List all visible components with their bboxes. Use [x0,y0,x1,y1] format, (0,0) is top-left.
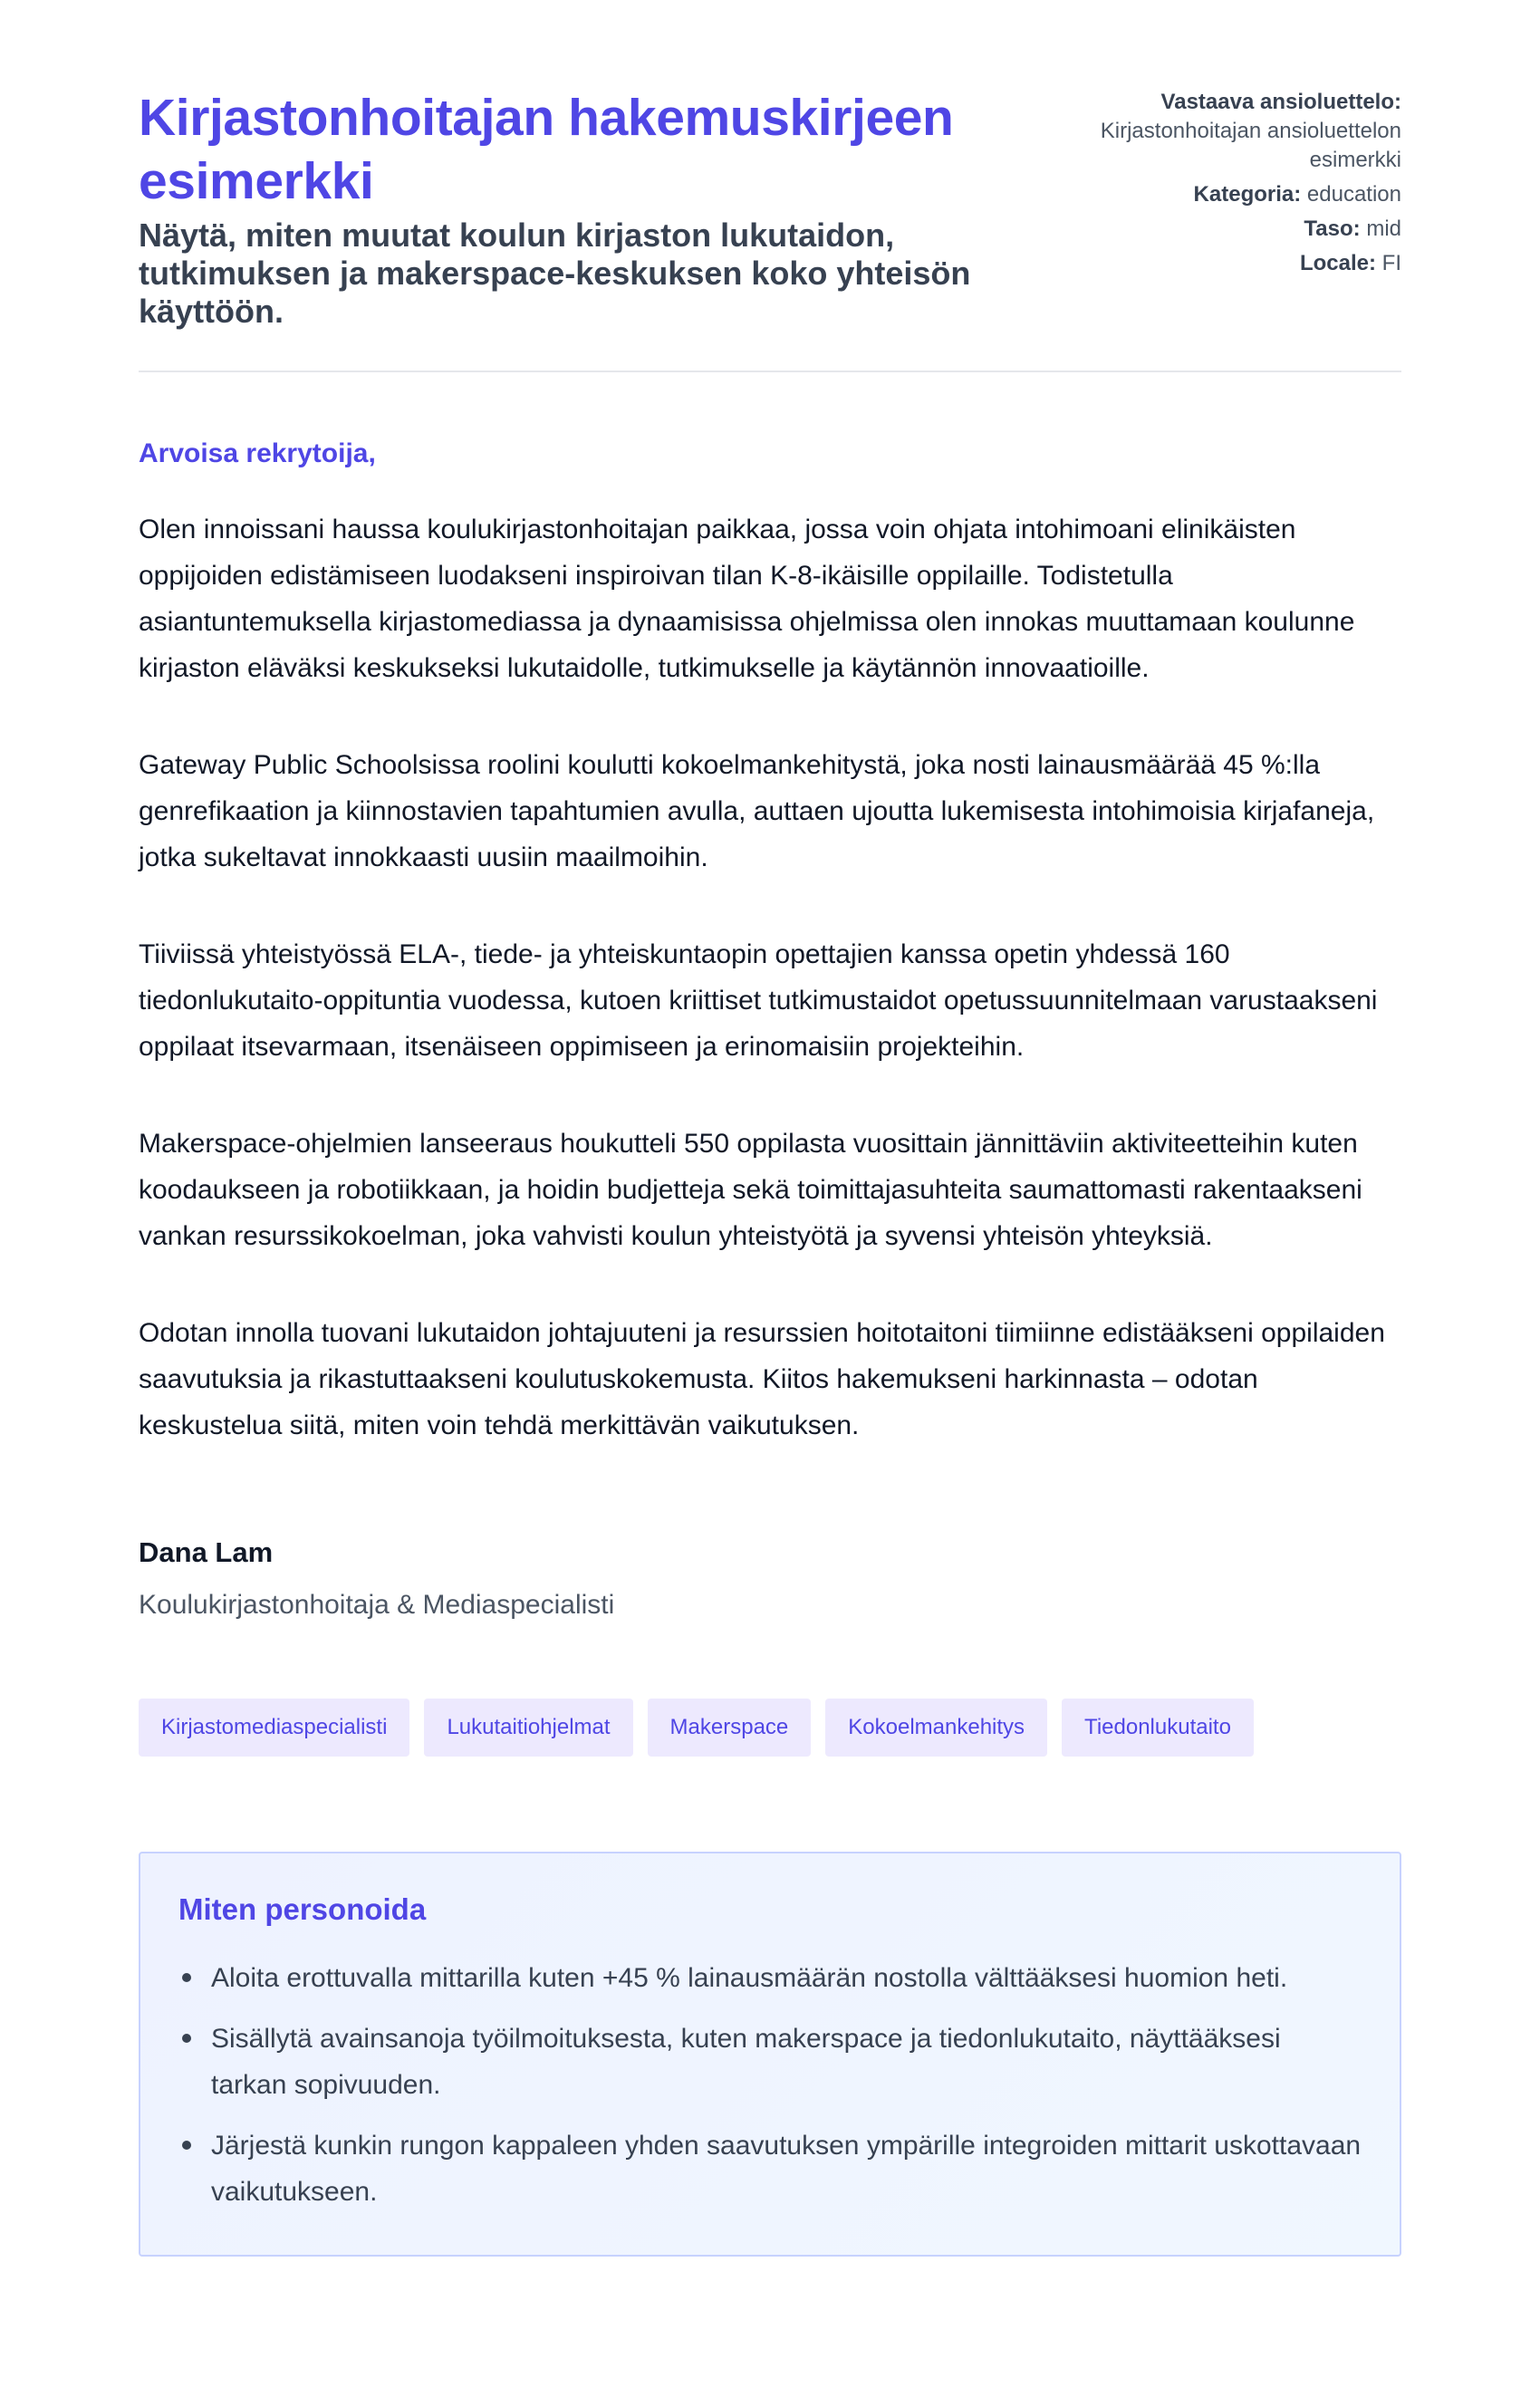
letter-paragraph: Tiiviissä yhteistyössä ELA-, tiede- ja yhteiskuntaopin opettajien kanssa opetin yhdessä 160 tiedonlukutaito-oppituntia vuodessa, kutoen kriittiset tutkimustaidot opetussuunnitelmaan varustaakseni oppilaat itsevarmaan, itsenäiseen oppimiseen ja erinomaisiin projekteihin. [139,939,1378,1062]
meta-level-label: Taso: [1304,217,1361,241]
tips-item [178,2123,1362,2215]
skill-tags [139,1699,1401,1757]
personalization-tips [139,1852,1401,2257]
meta-category [1039,180,1401,209]
bullet-icon [182,1973,191,1982]
letter-paragraph: Makerspace-ohjelmien lanseeraus houkutteli 550 oppilasta vuosittain jännittäviin aktiviteetteihin kuten koodaukseen ja robotiikkaan, ja hoidin budjetteja sekä toimittajasuhteita saumattomasti rakentaakseni vankan resurssikokoelman, joka vahvisti koulun yhteistyötä ja syvensi yhteisön yhteyksiä. [139,1129,1362,1251]
skill-tag: Lukutaitiohjelmat [424,1699,632,1757]
tips-item-text: Aloita erottuvalla mittarilla kuten +45 % lainausmäärän nostolla välttääksesi huomion heti. [211,1963,1288,1993]
meta-resume-label: Vastaava ansioluettelo: [1160,90,1401,114]
letter-paragraph: Olen innoissani haussa koulukirjastonhoitajan paikkaa, jossa voin ohjata intohimoani elinikäisten oppijoiden edistämiseen luodakseni inspiroivan tilan K-8-ikäisille oppilaille. Todistetulla asiantuntemuksella kirjastomediassa ja dynaamisissa ohjelmissa olen innokas muuttamaan koulunne kirjaston eläväksi keskukseksi lukutaidolle, tutkimukselle ja käytännön innovaatioille. [139,515,1355,683]
page-subtitle: Näytä, miten muutat koulun kirjaston lukutaidon, tutkimuksen ja makerspace-keskuksen koko yhteisön käyttöön. [139,217,971,330]
letter-paragraph: Gateway Public Schoolsissa roolini koulutti kokoelmankehitystä, joka nosti lainausmäärää 45 %:lla genrefikaation ja kiinnostavien tapahtumien avulla, auttaen ujoutta lukemisesta intohimoisia kirjafaneja, jotka sukeltavat innokkaasti uusiin maailmoihin. [139,750,1375,872]
page-header [139,86,1401,372]
tips-item [178,2016,1362,2108]
meta-resume [1039,88,1401,175]
meta-locale-label: Locale: [1299,251,1376,275]
tips-title: Miten personoida [178,1892,427,1926]
skill-tag: Kirjastomediaspecialisti [139,1699,409,1757]
meta-category-label: Kategoria: [1193,182,1302,207]
page-title: Kirjastonhoitajan hakemuskirjeen esimerkki [139,89,954,210]
signature [139,1535,1401,1623]
meta-locale-value: FI [1381,251,1401,275]
meta-panel [1039,86,1401,284]
letter-greeting: Arvoisa rekrytoija, [139,438,376,468]
tips-item-text: Järjestä kunkin rungon kappaleen yhden saavutuksen ympärille integroiden mittarit uskottavaan vaikutukseen. [211,2131,1362,2207]
tips-item-text: Sisällytä avainsanoja työilmoituksesta, kuten makerspace ja tiedonlukutaito, näyttääksesi tarkan sopivuuden. [211,2024,1281,2100]
meta-locale [1039,249,1401,278]
signature-name: Dana Lam [139,1536,274,1568]
skill-tag: Tiedonlukutaito [1062,1699,1254,1757]
signature-role: Koulukirjastonhoitaja & Mediaspecialisti [139,1590,615,1620]
bullet-icon [182,2034,191,2043]
letter-body [139,372,1401,2257]
meta-level-value: mid [1366,217,1401,241]
tips-item [178,1955,1362,2001]
title-block [139,86,1026,331]
meta-level [1039,215,1401,244]
meta-category-value: education [1306,182,1401,207]
tips-list [178,1955,1362,2215]
bullet-icon [182,2141,191,2150]
skill-tag: Makerspace [648,1699,812,1757]
meta-resume-value: Kirjastonhoitajan ansioluettelon esimerkki [1100,119,1401,172]
skill-tag: Kokoelmankehitys [825,1699,1047,1757]
letter-paragraph: Odotan innolla tuovani lukutaidon johtajuuteni ja resurssien hoitotaitoni tiimiinne edistääkseni oppilaiden saavutuksia ja rikastuttaakseni koulutuskokemusta. Kiitos hakemukseni harkinnasta – odotan keskustelua siitä, miten voin tehdä merkittävän vaikutuksen. [139,1318,1385,1440]
